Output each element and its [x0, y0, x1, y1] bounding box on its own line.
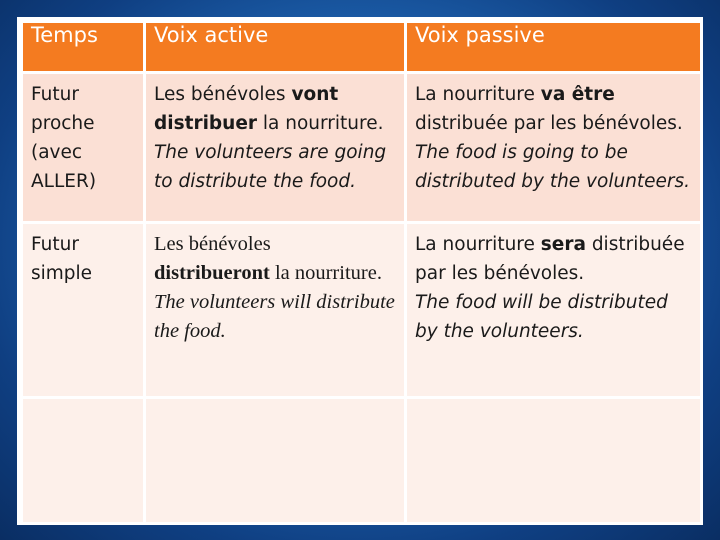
- table-row: [22, 73, 702, 223]
- active-translation: The volunteers will distribute the food.: [154, 291, 395, 342]
- passive-translation: The food will be distributed by the volunteers.: [415, 292, 668, 342]
- empty-cell: [22, 398, 145, 524]
- table-header-row: [22, 22, 702, 73]
- active-translation: The volunteers are going to distribute the food.: [154, 142, 387, 192]
- active-cell-futur-simple: Les bénévoles distribueront la nourriture. The volunteers will distribute the food.: [145, 223, 406, 398]
- table-row: [22, 223, 702, 398]
- tense-cell-futur-simple: Futur simple: [22, 223, 145, 398]
- conjugation-table: [20, 20, 703, 525]
- empty-cell: [145, 398, 406, 524]
- passive-translation: The food is going to be distributed by the volunteers.: [415, 142, 691, 192]
- empty-cell: [406, 398, 702, 524]
- header-tense: Temps: [22, 22, 145, 73]
- table-row-empty: [22, 398, 702, 524]
- active-cell-futur-proche: Les bénévoles vont distribuer la nourriture. The volunteers are going to distribute the food.: [145, 73, 406, 223]
- header-passive-voice: Voix passive: [406, 22, 702, 73]
- passive-cell-futur-simple: La nourriture sera distribuée par les bénévoles. The food will be distributed by the volunteers.: [406, 223, 702, 398]
- tense-cell-futur-proche: Futur proche (avec ALLER): [22, 73, 145, 223]
- passive-cell-futur-proche: La nourriture va être distribuée par les bénévoles. The food is going to be distributed by the volunteers.: [406, 73, 702, 223]
- header-active-voice: Voix active: [145, 22, 406, 73]
